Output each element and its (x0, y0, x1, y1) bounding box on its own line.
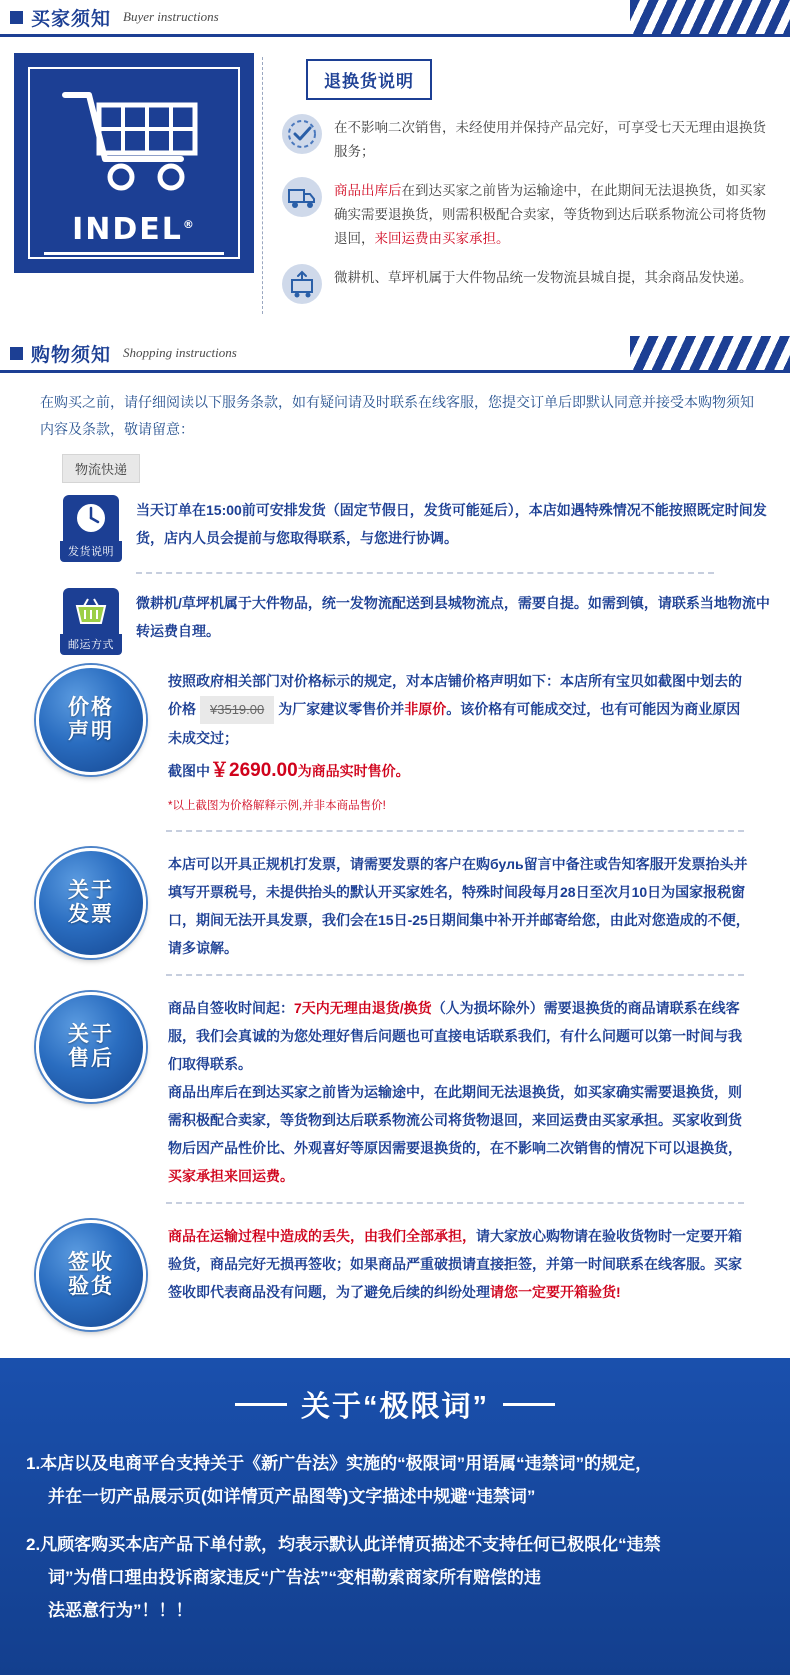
delivery-method-row (16, 584, 774, 655)
check-circle-icon (282, 114, 322, 154)
shipping-badge (60, 495, 122, 562)
buyer-title-cn: 买家须知 (31, 8, 112, 30)
after-sales-badge (36, 992, 146, 1102)
square-marker-icon (10, 11, 23, 24)
invoice-text: 本店可以开具正规机打发票，请需要发票的客户在购буль留言中备注或告知客服开发票抬头并填写开票税号，未提供抬头的默认开买家姓名，特殊时间段每月28日至次月10日为国家报税窗口，期间无法开具发票，我们会在15日-25日期间集中补开并邮寄给您，由此对您造成的不便，请多谅解。 (168, 856, 750, 957)
shopping-title-en: Shopping instructions (123, 345, 237, 361)
clock-icon (63, 495, 119, 541)
current-price: ￥2690.00 (210, 760, 298, 782)
shopping-cart-icon (59, 85, 209, 195)
shipping-note-row (16, 491, 774, 562)
extreme-words-title (26, 1384, 764, 1425)
delivery-method-text: 微耕机/草坪机属于大件物品，统一发物流配送到县城物流点，需要自提。如需到镇，请联系当地物流中转运费自理。 (136, 595, 770, 639)
return-policy-text: 在不影响二次销售，未经使用并保持产品完好，可享受七天无理由退换货服务； (334, 120, 766, 159)
badge-line-1: 签收 (68, 1251, 114, 1275)
badge-line-2: 声明 (68, 720, 114, 744)
extreme-words-paragraph-1 (26, 1447, 764, 1513)
price-text-5: 为商品实时售价。 (297, 763, 410, 780)
divider (166, 830, 744, 832)
invoice-badge (36, 848, 146, 958)
price-text-3: 。该价格有可能成交过，也有可能因为商业原因未成交过； (168, 701, 741, 747)
price-text-4: 截图中 (168, 763, 210, 780)
paragraph-1-line-1: 1.本店以及电商平台支持关于《新广告法》实施的“极限词”用语属“违禁词”的规定， (26, 1454, 653, 1474)
shopping-intro-text: 在购买之前，请仔细阅读以下服务条款，如有疑问请及时联系在线客服，您提交订单后即默认同意并接受本购物须知内容及条款，敬请留意： (40, 394, 754, 437)
return-policy-text: 微耕机、草坪机属于大件物品统一发物流县城自提，其余商品发快递。 (334, 270, 753, 286)
divider (166, 1202, 744, 1204)
brand-underline (44, 252, 224, 255)
price-statement-text (168, 665, 750, 818)
inspection-badge (36, 1220, 146, 1330)
shopping-title-cn: 购物须知 (31, 344, 112, 366)
after-sales-row (16, 982, 774, 1194)
delivery-badge (60, 588, 122, 655)
price-text-red: 非原价 (404, 701, 447, 718)
divider (136, 572, 714, 574)
inspection-text-1: 请大家放心购物请在验收货物时一定要开箱验货，商品完好无损再签收；如果商品严重破损请直接拒签，并第一时间联系在线客服。买家签收即代表商品没有问题，为了避免后续的纠纷处理 (168, 1228, 742, 1301)
badge-line-1: 关于 (68, 1023, 114, 1047)
buyer-title-en: Buyer instructions (123, 9, 219, 24)
return-policy-item (282, 264, 776, 304)
extreme-words-panel (0, 1358, 790, 1675)
square-marker-icon (10, 347, 23, 360)
logistics-tag: 物流快递 (62, 454, 140, 483)
title-dash-left (235, 1403, 287, 1406)
truck-icon (282, 177, 322, 217)
brand-name (14, 212, 254, 247)
stripe-decoration (630, 0, 790, 34)
brand-mark: ® (182, 218, 196, 231)
price-text-1: 按照政府相关部门对价格标示的规定，对本店铺价格声明如下：本店所有宝贝如截图中划去的价格 (168, 673, 742, 718)
badge-line-2: 发票 (68, 903, 114, 927)
basket-icon (63, 588, 119, 634)
stripe-decoration (630, 336, 790, 370)
price-statement-row (16, 655, 774, 822)
extreme-words-title-text: 关于“极限词” (300, 1391, 489, 1424)
brand-logo-box (14, 53, 254, 273)
return-policy-item (282, 114, 776, 163)
extreme-words-paragraph-2 (26, 1528, 764, 1627)
delivery-badge-label: 邮运方式 (60, 634, 122, 655)
badge-line-1: 价格 (68, 696, 114, 720)
brand-text: INDEL (72, 212, 183, 247)
return-policy-item (282, 177, 776, 250)
divider (166, 974, 744, 976)
highlight-red-2: 来回运费由买家承担。 (374, 230, 510, 246)
title-dash-right (503, 1403, 555, 1406)
price-statement-badge (36, 665, 146, 775)
return-policy-column (254, 53, 776, 318)
paragraph-1-line-2: 并在一切产品展示页(如详情页产品图等)文字描述中规避“违禁词” (48, 1487, 536, 1507)
badge-line-2: 售后 (68, 1047, 114, 1071)
buyer-section-header (0, 0, 790, 37)
inspection-highlight: 商品在运输过程中造成的丢失，由我们全部承担， (168, 1228, 476, 1245)
after-sales-text-3: 商品出库后在到达买家之前皆为运输途中，在此期间无法退换货，如买家确实需要退换货，则需积极配合卖家，等货物到达后联系物流公司将货物退回，来回运费由买家承担。买家收到货物后因产品性价比、外观喜好等原因需要退换货的，在不影响二次销售的情况下可以退换货， (168, 1084, 742, 1157)
policy-mid-text: 在到达买家之前皆为运输途中，在此期间无法退换货，如买家确实需要退换货，则需积极配合卖家，等货物到达后联系物流公司将货物退回， (334, 183, 766, 246)
highlight-red: 商品出库后 (334, 183, 402, 199)
shipping-badge-label: 发货说明 (60, 541, 122, 562)
paragraph-2-line-1: 2.凡顾客购买本店产品下单付款，均表示默认此详情页描述不支持任何已极限化“违禁 (26, 1534, 661, 1554)
return-policy-title: 退换货说明 (306, 59, 432, 100)
after-sales-text-2: （人为损坏除外）需要退换货的商品请联系在线客服，我们会真诚的为您处理好售后问题也可直接电话联系我们，有什么问题可以第一时间与我们取得联系。 (168, 1000, 742, 1073)
original-price-strikethrough: ¥3519.00 (200, 696, 274, 724)
paragraph-2-line-3: 法恶意行为”！！！ (48, 1600, 193, 1620)
badge-line-2: 验货 (68, 1275, 114, 1299)
after-sales-highlight: 7天内无理由退货/换货 (294, 1000, 432, 1017)
inspection-highlight-2: 请您一定要开箱验货! (490, 1284, 621, 1301)
after-sales-text-1: 商品自签收时间起： (168, 1000, 294, 1017)
buyer-section-body (0, 37, 790, 336)
invoice-row (16, 838, 774, 966)
price-disclaimer: *以上截图为价格解释示例,并非本商品售价! (168, 800, 386, 813)
delivery-box-icon (282, 264, 322, 304)
badge-line-1: 关于 (68, 879, 114, 903)
shipping-note-text: 当天订单在15:00前可安排发货（固定节假日，发货可能延后），本店如遇特殊情况不能按照既定时间发货，店内人员会提前与您取得联系，与您进行协调。 (136, 502, 767, 546)
after-sales-text (168, 992, 750, 1190)
inspection-text (168, 1220, 750, 1306)
after-sales-highlight-2: 买家承担来回运费。 (168, 1168, 294, 1185)
shopping-section-body (0, 373, 790, 1344)
return-policy-text (334, 177, 776, 250)
price-text-2: 为厂家建议零售价并 (278, 701, 405, 718)
inspection-row (16, 1210, 774, 1334)
paragraph-2-line-2: 词”为借口理由投诉商家违反“广告法”“变相勒索商家所有赔偿的违 (48, 1567, 541, 1587)
shopping-section-header (0, 336, 790, 373)
